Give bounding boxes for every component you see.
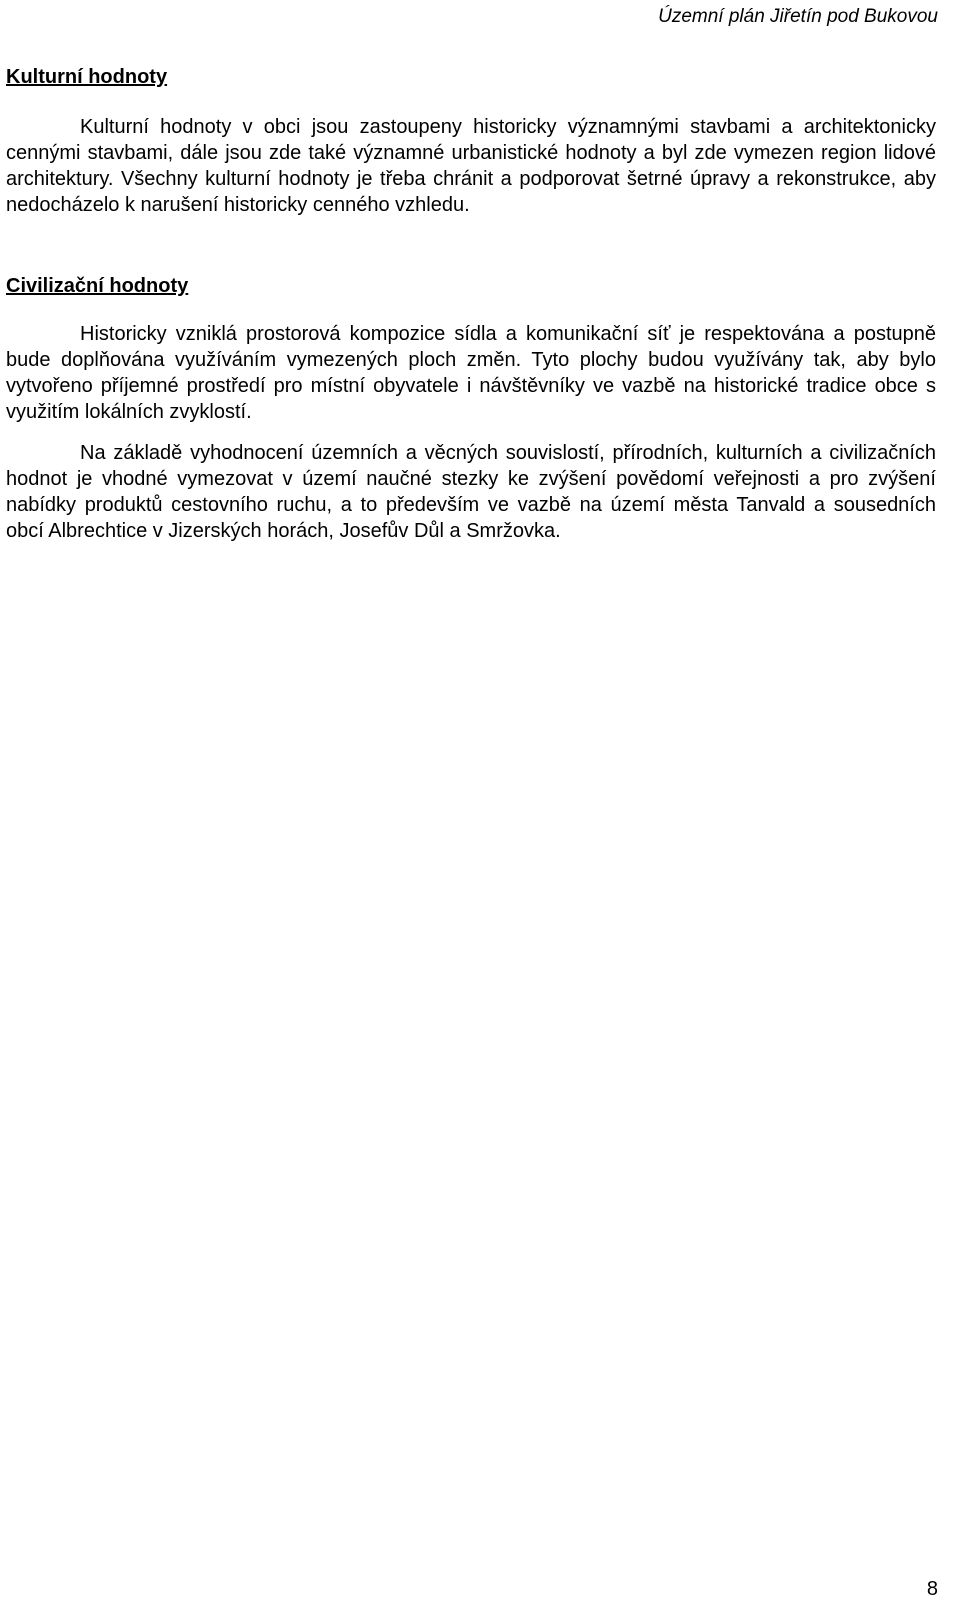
document-body [6, 64, 936, 544]
page-number: 8 [926, 1578, 938, 1600]
section-heading-kulturni-hodnoty: Kulturní hodnoty [6, 66, 168, 88]
section-heading-civilizacni-hodnoty: Civilizační hodnoty [6, 275, 189, 297]
running-header: Územní plán Jiřetín pod Bukovou [658, 6, 938, 27]
paragraph-civilizacni-hodnoty-1: Historicky vzniklá prostorová kompozice sídla a komunikační síť je respektována a postupně bude doplňována využíváním vymezených ploch změn. Tyto plochy budou využívány tak, aby bylo vytvořeno příjemné prostředí pro místní obyvatele i návštěvníky ve vazbě na historické tradice obce s využitím lokálních zvyklostí. [6, 323, 936, 423]
paragraph-kulturni-hodnoty: Kulturní hodnoty v obci jsou zastoupeny historicky významnými stavbami a architektonicky cennými stavbami, dále jsou zde také významné urbanistické hodnoty a byl zde vymezen region lidové architektury. Všechny kulturní hodnoty je třeba chránit a podporovat šetrné úpravy a rekonstrukce, aby nedocházelo k narušení historicky cenného vzhledu. [6, 116, 936, 216]
paragraph-civilizacni-hodnoty-2: Na základě vyhodnocení územních a věcných souvislostí, přírodních, kulturních a civilizačních hodnot je vhodné vymezovat v území naučné stezky ke zvýšení povědomí veřejnosti a pro zvýšení nabídky produktů cestovního ruchu, a to především ve vazbě na území města Tanvald a sousedních obcí Albrechtice v Jizerských horách, Josefův Důl a Smržovka. [6, 442, 936, 542]
